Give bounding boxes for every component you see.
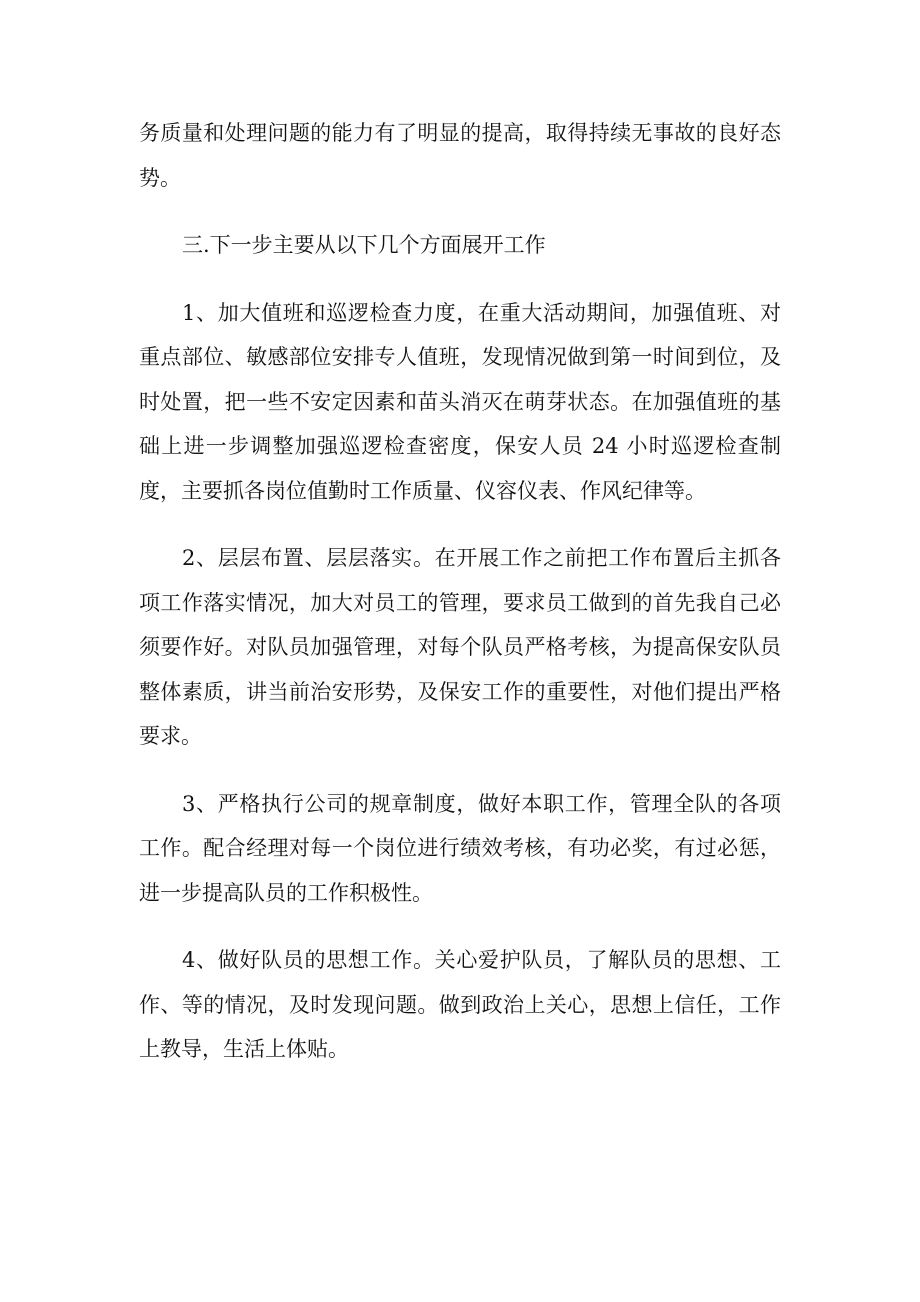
paragraph-item-1: 1、加大值班和巡逻检查力度，在重大活动期间，加强值班、对重点部位、敏感部位安排专人值班，发现情况做到第一时间到位，及时处置，把一些不安定因素和苗头消灭在萌芽状态。在加强值班的基础上进一步调整加强巡逻检查密度，保安人员 24 小时巡逻检查制度，主要抓各岗位值勤时工作质量、仪容仪表、作风纪律等。 [139,300,781,503]
paragraph-item-4: 4、做好队员的思想工作。关心爱护队员，了解队员的思想、工作、等的情况，及时发现问题。做到政治上关心，思想上信任，工作上教导，生活上体贴。 [139,948,781,1061]
paragraph-item-2: 2、层层布置、层层落实。在开展工作之前把工作布置后主抓各项工作落实情况，加大对员工的管理，要求员工做到的首先我自己必须要作好。对队员加强管理，对每个队员严格考核，为提高保安队员整体素质，讲当前治安形势，及保安工作的重要性，对他们提出严格要求。 [139,546,781,748]
paragraph-item-3: 3、严格执行公司的规章制度，做好本职工作，管理全队的各项工作。配合经理对每一个岗位进行绩效考核，有功必奖，有过必惩，进一步提高队员的工作积极性。 [139,791,781,905]
document-page [139,111,781,1095]
section-heading: 三.下一步主要从以下几个方面展开工作 [182,233,546,257]
paragraph-continuation: 务质量和处理问题的能力有了明显的提高，取得持续无事故的良好态势。 [139,121,781,190]
